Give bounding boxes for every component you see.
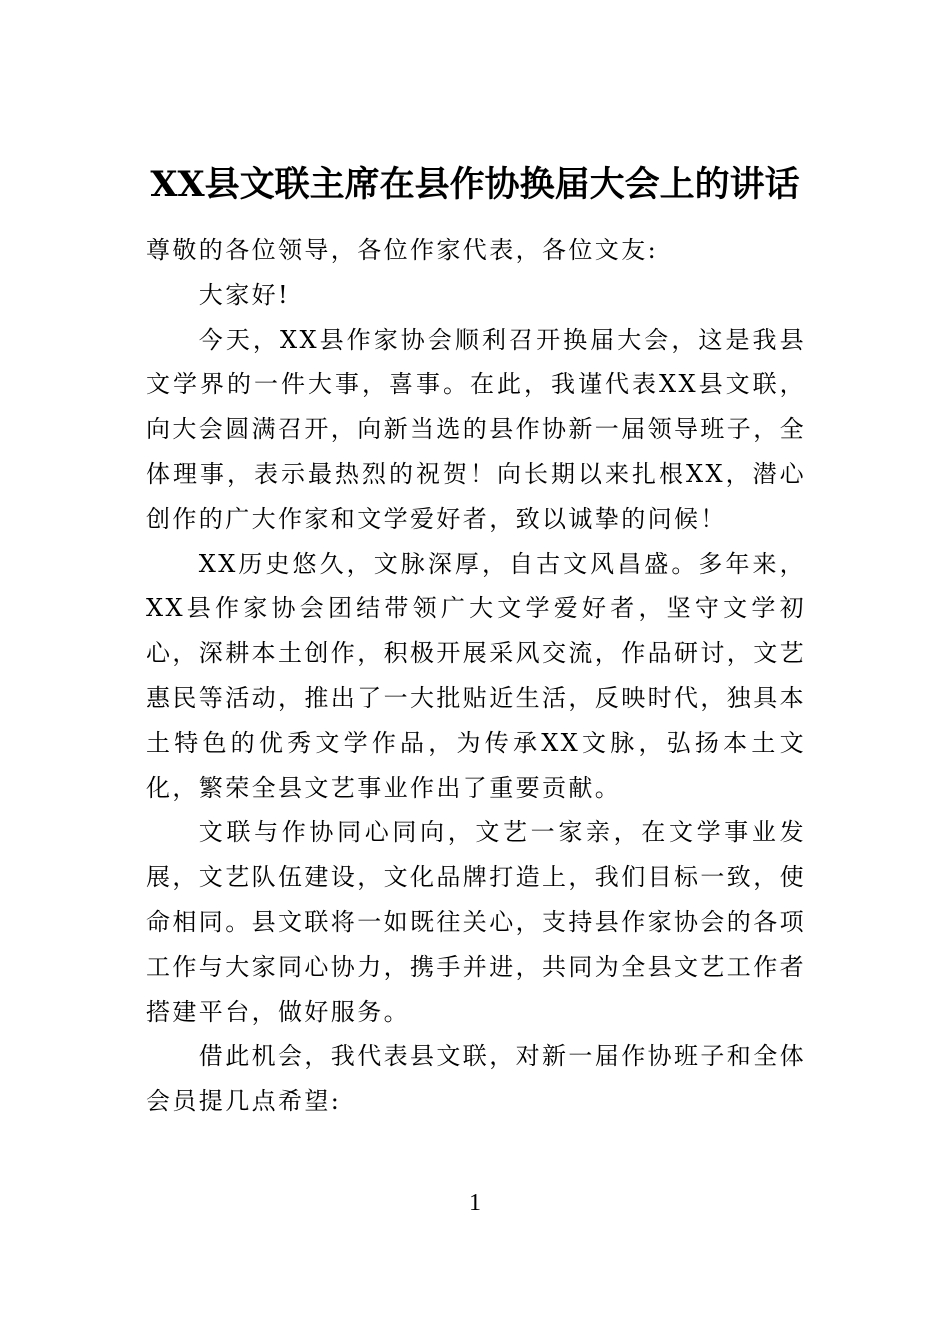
greeting-paragraph: 大家好!: [198, 280, 291, 309]
body-paragraph: 文联与作协同心同向，文艺一家亲，在文学事业发展，文艺队伍建设，文化品牌打造上，我们目标一致，使命相同。县文联将一如既往关心，支持县作家协会的各项工作与大家同心协力，携手并进，共同为全县文艺工作者搭建平台，做好服务。: [146, 818, 806, 1026]
body-paragraph: 借此机会，我代表县文联，对新一届作协班子和全体会员提几点希望:: [146, 1042, 806, 1116]
body-paragraph: XX历史悠久，文脉深厚，自古文风昌盛。多年来，XX县作家协会团结带领广大文学爱好者，坚守文学初心，深耕本土创作，积极开展采风交流，作品研讨，文艺惠民等活动，推出了一大批贴近生活，反映时代，独具本土特色的优秀文学作品，为传承XX文脉，弘扬本土文化，繁荣全县文艺事业作出了重要贡献。: [146, 549, 806, 802]
page-number: 1: [469, 1190, 481, 1216]
document-body: [146, 228, 806, 1124]
salutation-paragraph: 尊敬的各位领导，各位作家代表，各位文友:: [146, 236, 659, 264]
document-title: XX县文联主席在县作协换届大会上的讲话: [150, 164, 800, 205]
body-paragraph: 今天，XX县作家协会顺利召开换届大会，这是我县文学界的一件大事，喜事。在此，我谨代表XX县文联，向大会圆满召开，向新当选的县作协新一届领导班子，全体理事，表示最热烈的祝贺！向长期以来扎根XX，潜心创作的广大作家和文学爱好者，致以诚挚的问候！: [146, 325, 806, 533]
